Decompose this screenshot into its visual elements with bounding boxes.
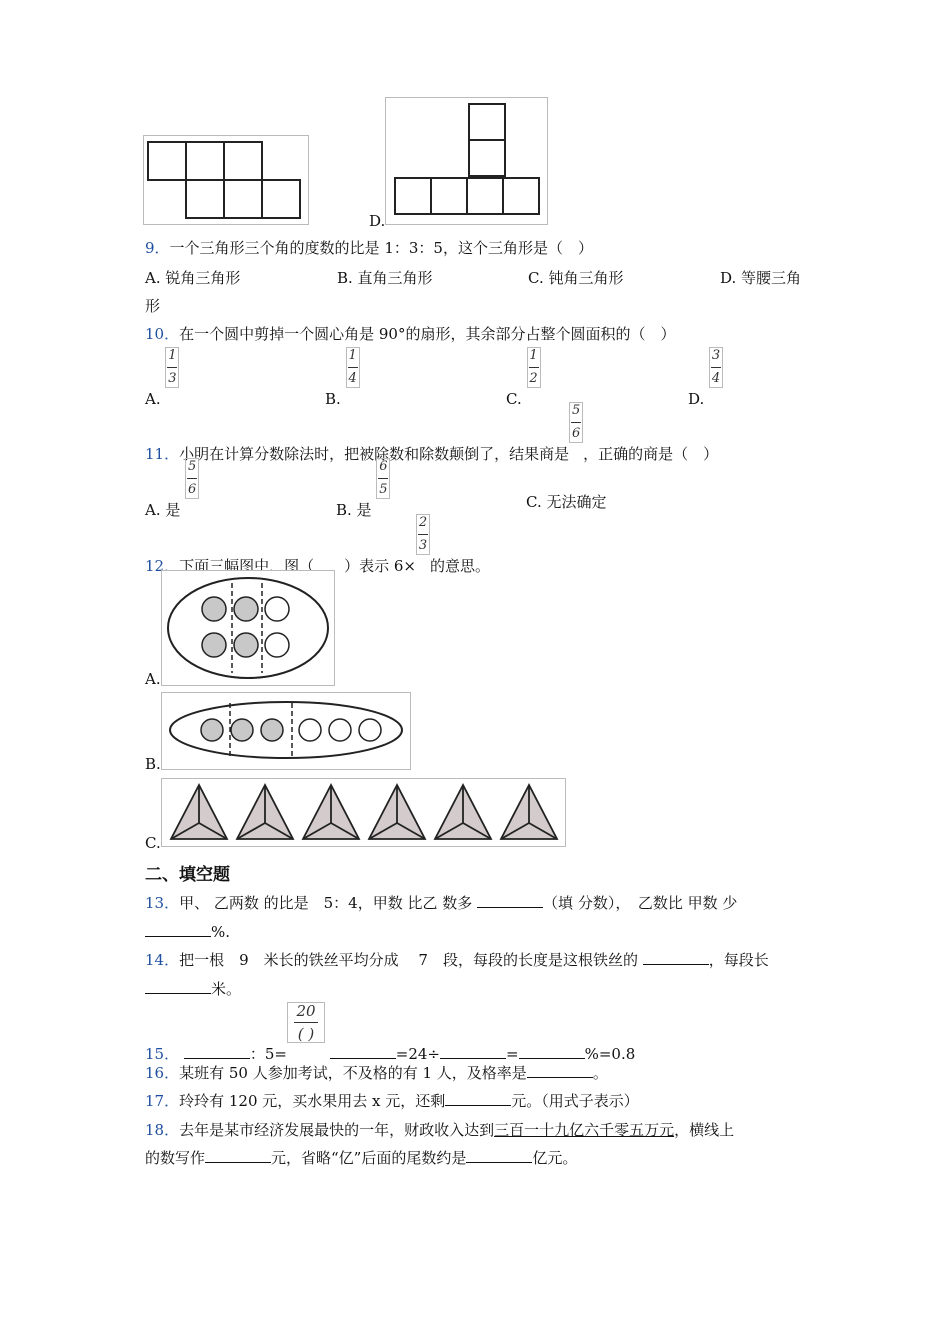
q11-quotient-fraction <box>569 402 583 443</box>
q15-blank-2[interactable] <box>330 1044 396 1059</box>
q15-blank-3[interactable] <box>440 1044 506 1059</box>
q11-b-fraction <box>376 458 390 499</box>
q9-option-a[interactable]: A. 锐角三角形 <box>145 269 241 287</box>
frac-bar <box>348 367 358 368</box>
frac-den: ( ) <box>297 1025 315 1043</box>
q10-a-fraction <box>165 347 179 388</box>
q18-question <box>145 1120 734 1140</box>
q18-question-cont <box>145 1148 577 1168</box>
q12-number: 12． <box>145 556 180 575</box>
q10-b-label: B. <box>325 389 341 408</box>
frac-num: 1 <box>529 348 538 363</box>
q8-option-d-label: D. <box>369 212 386 230</box>
q10-c-label: C. <box>506 389 522 408</box>
q15-number: 15． <box>145 1044 180 1063</box>
frac-bar <box>529 367 539 368</box>
q11-option-c[interactable]: C. 无法确定 <box>526 493 607 511</box>
frac-num: 20 <box>296 1002 316 1020</box>
q10-c-fraction <box>527 347 541 388</box>
q9-question <box>145 238 593 258</box>
q11-text-1: 小明在计算分数除法时，把被除数和除数颠倒了，结果商是 <box>179 444 570 463</box>
q13-text-1: 甲、 乙两数 的比是 5：4，甲数 比乙 数多 <box>179 894 473 912</box>
q16-number: 16． <box>145 1064 180 1082</box>
q10-option-d[interactable] <box>688 347 723 408</box>
q11-number: 11． <box>145 444 180 463</box>
q14-text-2: ，每段长 <box>708 951 769 969</box>
q18-text-2: ，横线上 <box>674 1121 735 1139</box>
q13-text-3: %. <box>211 923 231 941</box>
q17-text-2: 元。（用式子表示） <box>511 1092 639 1110</box>
q18-text-5: 亿元。 <box>532 1149 578 1167</box>
frac-num: 1 <box>348 348 357 363</box>
q10-text: 在一个圆中剪掉一个圆心角是 90°的扇形，其余部分占整个圆面积的（ ） <box>179 325 676 343</box>
q15-text-2: =24÷ <box>395 1044 441 1063</box>
q10-option-a[interactable] <box>145 347 179 408</box>
q17-blank[interactable] <box>445 1091 511 1106</box>
q12-text-2: 的意思。 <box>429 556 490 575</box>
q9-option-b[interactable]: B. 直角三角形 <box>337 269 433 287</box>
frac-num: 5 <box>188 459 197 474</box>
q14-text-1: 把一根 9 米长的铁丝平均分成 7 段，每段的长度是这根铁丝的 <box>179 951 638 969</box>
q16-blank[interactable] <box>527 1063 593 1078</box>
q11-option-b[interactable] <box>336 458 390 519</box>
q18-blank-1[interactable] <box>205 1148 271 1163</box>
q15-text-4: %=0.8 <box>584 1044 636 1063</box>
q15-blank-1[interactable] <box>184 1044 250 1059</box>
q13-text-2: （填 分数）， 乙数比 甲数 少 <box>543 894 738 912</box>
frac-num: 2 <box>418 515 428 530</box>
q12-figure-b <box>161 692 411 770</box>
q18-text-4: 元，省略“亿”后面的尾数约是 <box>271 1149 467 1167</box>
q16-text-1: 某班有 50 人参加考试，不及格的有 1 人，及格率是 <box>179 1064 527 1082</box>
q9-option-d-wrap: 形 <box>145 297 161 315</box>
q10-option-c[interactable] <box>506 347 541 408</box>
q9-number: 9． <box>145 239 170 257</box>
q15-blank-4[interactable] <box>519 1044 585 1059</box>
q10-question <box>145 324 675 344</box>
q14-blank-2[interactable] <box>145 979 211 994</box>
section-title-fill-in: 二、填空题 <box>145 865 230 885</box>
q9-text: 一个三角形三个角的度数的比是 1：3：5，这个三角形是（ ） <box>169 239 593 257</box>
q15-text-3: = <box>506 1044 519 1063</box>
q13-question-cont <box>145 922 230 942</box>
q9-option-c[interactable]: C. 钝角三角形 <box>528 269 624 287</box>
net-figure-d <box>385 97 548 225</box>
q14-text-3: 米。 <box>211 980 242 998</box>
q16-question <box>145 1063 608 1083</box>
q12-question <box>145 514 490 575</box>
frac-bar <box>711 367 721 368</box>
q11-b-label: B. 是 <box>336 500 372 519</box>
q13-blank-1[interactable] <box>477 893 543 908</box>
q10-d-label: D. <box>688 389 705 408</box>
frac-num: 6 <box>379 459 388 474</box>
frac-den: 6 <box>188 482 197 497</box>
q11-a-fraction <box>185 458 199 499</box>
q11-text-2: ，正确的商是（ ） <box>583 444 719 463</box>
q10-a-label: A. <box>145 389 161 408</box>
frac-den: 6 <box>571 426 581 441</box>
frac-bar <box>294 1022 318 1023</box>
q10-d-fraction <box>709 347 723 388</box>
q13-blank-2[interactable] <box>145 922 211 937</box>
frac-bar <box>378 478 388 479</box>
frac-den: 2 <box>529 371 538 386</box>
frac-num: 1 <box>168 348 177 363</box>
q17-question <box>145 1091 639 1111</box>
frac-den: 5 <box>379 482 388 497</box>
net-figure-c <box>143 135 309 225</box>
q13-number: 13． <box>145 894 180 912</box>
frac-den: 3 <box>168 371 177 386</box>
q11-option-a[interactable] <box>145 458 199 519</box>
q12-option-b-label[interactable]: B. <box>145 755 161 773</box>
q18-text-1: 去年是某市经济发展最快的一年，财政收入达到 <box>179 1121 495 1139</box>
q17-text-1: 玲玲有 120 元，买水果用去 x 元，还剩 <box>179 1092 446 1110</box>
q14-blank-1[interactable] <box>643 950 709 965</box>
q18-number: 18． <box>145 1121 180 1139</box>
q16-text-2: 。 <box>592 1064 608 1082</box>
frac-num: 5 <box>571 403 581 418</box>
frac-bar <box>571 422 581 423</box>
q15-question <box>145 1002 636 1063</box>
q11-question <box>145 402 719 463</box>
q15-fraction <box>287 1002 325 1043</box>
q11-a-label: A. 是 <box>145 500 181 519</box>
q15-text-1: ：5= <box>249 1044 287 1063</box>
frac-den: 4 <box>348 371 357 386</box>
q10-b-fraction <box>346 347 360 388</box>
q12-fraction <box>416 514 430 555</box>
frac-bar <box>167 367 177 368</box>
q18-blank-2[interactable] <box>466 1148 532 1163</box>
q10-option-b[interactable] <box>325 347 360 408</box>
q12-option-a-label[interactable]: A. <box>145 670 161 688</box>
frac-den: 4 <box>711 371 721 386</box>
q13-question <box>145 893 737 913</box>
frac-den: 3 <box>418 538 428 553</box>
q12-figure-c <box>161 778 566 847</box>
q10-number: 10． <box>145 325 180 343</box>
q18-text-3: 的数写作 <box>145 1149 206 1167</box>
frac-bar <box>418 534 428 535</box>
frac-bar <box>187 478 197 479</box>
q12-text-1: 下面三幅图中，图（ ）表示 6× <box>179 556 416 575</box>
q12-figure-a <box>161 570 335 686</box>
q17-number: 17． <box>145 1092 180 1110</box>
q14-question-cont <box>145 979 241 999</box>
frac-num: 3 <box>711 348 721 363</box>
q12-option-c-label[interactable]: C. <box>145 834 161 852</box>
q14-number: 14． <box>145 951 180 969</box>
q9-option-d[interactable]: D. 等腰三角 <box>720 269 802 287</box>
q14-question <box>145 950 769 970</box>
q18-underlined-number: 三百一十九亿六千零五万元 <box>494 1121 675 1139</box>
